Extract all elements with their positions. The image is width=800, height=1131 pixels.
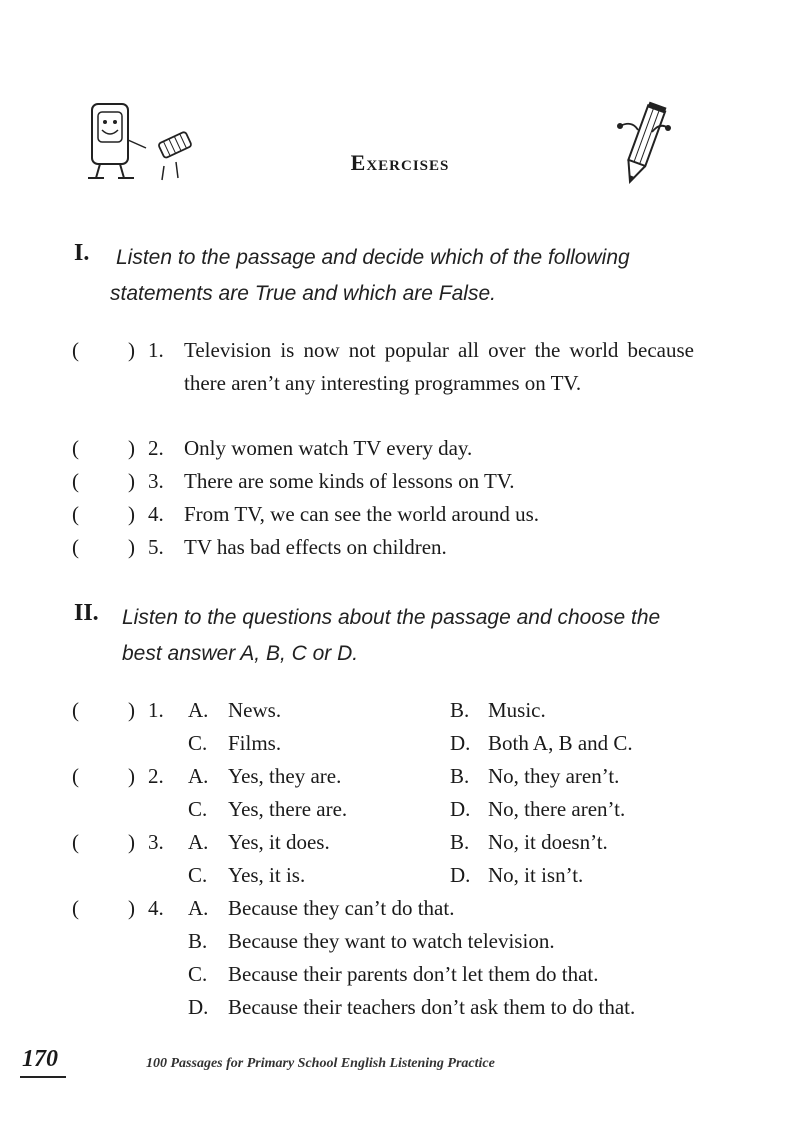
- option-letter-d: D.: [188, 995, 209, 1019]
- section-2-numeral: II.: [74, 600, 99, 626]
- q3-option-c: Yes, it is.: [228, 863, 306, 887]
- answer-paren-open[interactable]: (: [72, 698, 79, 722]
- q2-option-d: No, there aren’t.: [488, 797, 626, 821]
- section-1-instruction-line-2: statements are True and which are False.: [110, 282, 496, 305]
- pencil-cartoon-icon: [608, 100, 678, 192]
- q2-option-c: Yes, there are.: [228, 797, 348, 821]
- option-letter-c: C.: [188, 863, 208, 887]
- answer-paren-close: ): [128, 436, 135, 460]
- q4-option-d: Because their teachers don’t ask them to do that.: [228, 995, 636, 1019]
- question-number: 3.: [148, 830, 164, 854]
- option-letter-b: B.: [450, 764, 470, 788]
- q4-option-c: Because their parents don’t let them do that.: [228, 962, 599, 986]
- answer-paren-close: ): [128, 535, 135, 559]
- answer-paren-open[interactable]: (: [72, 502, 79, 526]
- item-number: 5.: [148, 535, 164, 559]
- option-letter-c: C.: [188, 797, 208, 821]
- answer-paren-open[interactable]: (: [72, 436, 79, 460]
- option-letter-a: A.: [188, 764, 209, 788]
- page-number-underline: [20, 1076, 66, 1078]
- answer-paren-open[interactable]: (: [72, 896, 79, 920]
- statement-4: From TV, we can see the world around us.: [184, 502, 539, 526]
- option-letter-d: D.: [450, 863, 471, 887]
- answer-paren-close: ): [128, 502, 135, 526]
- statement-5: TV has bad effects on children.: [184, 535, 447, 559]
- option-letter-b: B.: [450, 830, 470, 854]
- option-letter-a: A.: [188, 896, 209, 920]
- option-letter-b: B.: [450, 698, 470, 722]
- option-letter-d: D.: [450, 797, 471, 821]
- option-letter-b: B.: [188, 929, 208, 953]
- item-number: 1.: [148, 338, 164, 362]
- answer-paren-close: ): [128, 896, 135, 920]
- section-1-numeral: I.: [74, 240, 90, 266]
- option-letter-a: A.: [188, 830, 209, 854]
- page-number: 170: [22, 1046, 58, 1072]
- answer-paren-close: ): [128, 698, 135, 722]
- answer-paren-close: ): [128, 830, 135, 854]
- section-2-instruction-line-1: Listen to the questions about the passage and choose the: [122, 606, 661, 629]
- question-number: 2.: [148, 764, 164, 788]
- option-letter-d: D.: [450, 731, 471, 755]
- q4-option-a: Because they can’t do that.: [228, 896, 455, 920]
- answer-paren-open[interactable]: (: [72, 830, 79, 854]
- book-title-footer: 100 Passages for Primary School English Listening Practice: [146, 1056, 495, 1071]
- page-title: Exercises: [350, 150, 450, 175]
- q1-option-c: Films.: [228, 731, 282, 755]
- section-2-instruction-line-2: best answer A, B, C or D.: [122, 642, 359, 665]
- q4-option-b: Because they want to watch television.: [228, 929, 555, 953]
- q3-option-b: No, it doesn’t.: [488, 830, 608, 854]
- answer-paren-open[interactable]: (: [72, 469, 79, 493]
- item-number: 4.: [148, 502, 164, 526]
- q1-option-b: Music.: [488, 698, 546, 722]
- question-number: 4.: [148, 896, 164, 920]
- item-number: 3.: [148, 469, 164, 493]
- statement-3: There are some kinds of lessons on TV.: [184, 469, 515, 493]
- statement-2: Only women watch TV every day.: [184, 436, 473, 460]
- answer-paren-open[interactable]: (: [72, 535, 79, 559]
- answer-paren-close: ): [128, 469, 135, 493]
- q3-option-a: Yes, it does.: [228, 830, 330, 854]
- option-letter-a: A.: [188, 698, 209, 722]
- answer-paren-open[interactable]: (: [72, 338, 79, 362]
- answer-paren-close: ): [128, 338, 135, 362]
- q2-option-b: No, they aren’t.: [488, 764, 620, 788]
- item-number: 2.: [148, 436, 164, 460]
- section-1-instruction-line-1: Listen to the passage and decide which of the following: [116, 246, 630, 269]
- option-letter-c: C.: [188, 962, 208, 986]
- answer-paren-open[interactable]: (: [72, 764, 79, 788]
- option-letter-c: C.: [188, 731, 208, 755]
- answer-paren-close: ): [128, 764, 135, 788]
- statement-1: Television is now not popular all over the world because there aren’t any interesting programmes on TV.: [184, 338, 694, 395]
- question-number: 1.: [148, 698, 164, 722]
- q3-option-d: No, it isn’t.: [488, 863, 584, 887]
- q2-option-a: Yes, they are.: [228, 764, 342, 788]
- q1-option-a: News.: [228, 698, 282, 722]
- q1-option-d: Both A, B and C.: [488, 731, 633, 755]
